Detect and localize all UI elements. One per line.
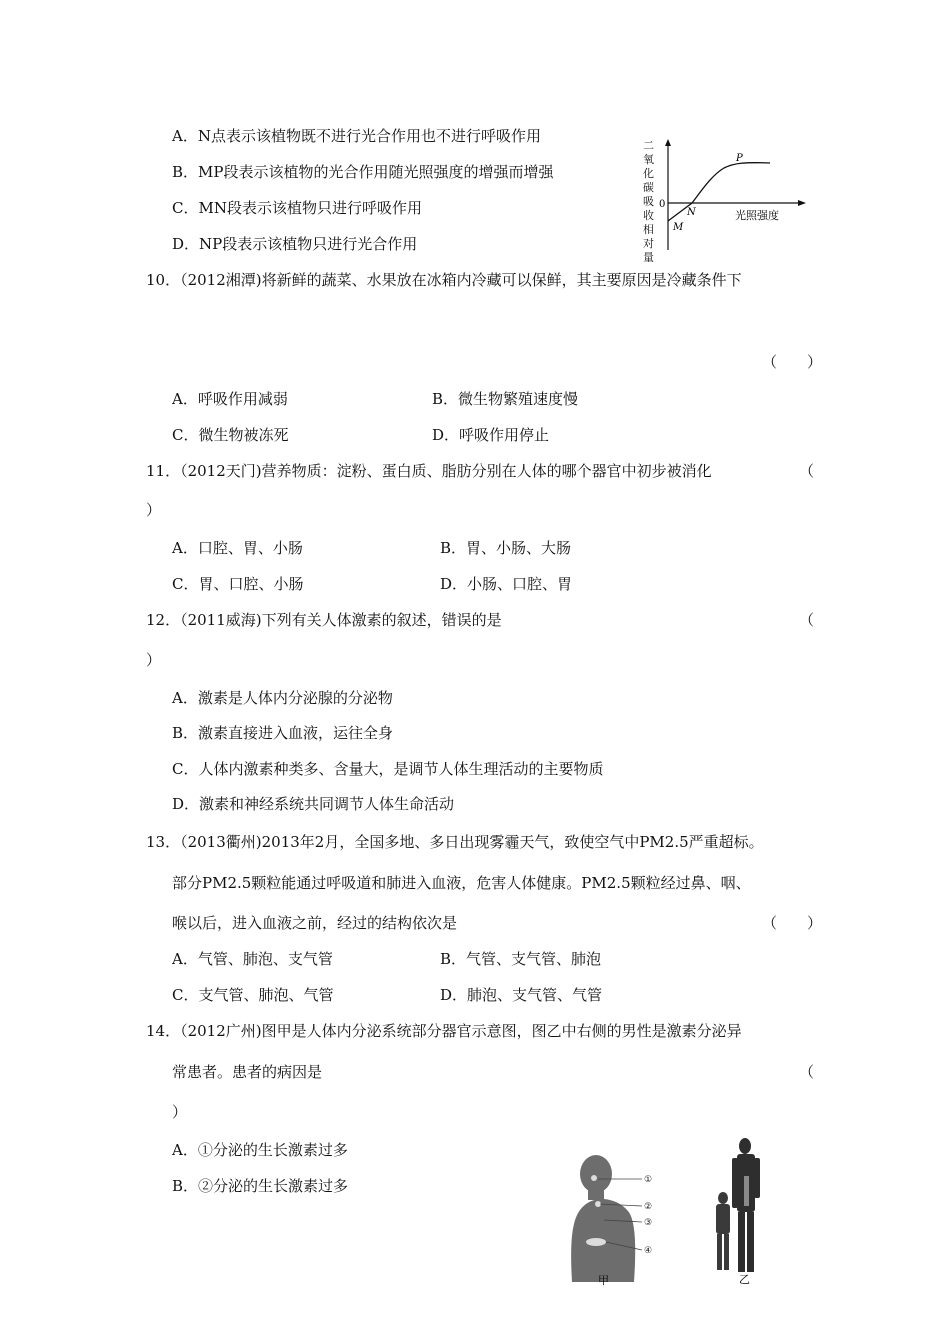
q14-paren-open: （ <box>799 1063 815 1081</box>
q12-paren-open: （ <box>799 611 815 629</box>
y-axis-label-char: 二 <box>643 139 654 152</box>
q10-answer-paren: （ ） <box>762 353 823 371</box>
short-man-silhouette <box>716 1192 730 1270</box>
q13-option-a: A．气管、肺泡、支气管 <box>172 950 333 968</box>
q11-paren-close: ） <box>146 501 162 519</box>
q13-stem-line-1: 13．（2013衢州)2013年2月，全国多地、多日出现雾霾天气，致使空气中PM2.5严重超标。 <box>146 833 764 851</box>
q12-stem: 12．（2011威海)下列有关人体激素的叙述，错误的是 <box>146 611 502 629</box>
q11-paren-open: （ <box>799 462 815 480</box>
q10-option-a: A．呼吸作用减弱 <box>172 390 288 408</box>
q10-option-d: D．呼吸作用停止 <box>432 426 550 444</box>
q13-option-c: C．支气管、肺泡、气管 <box>172 986 334 1004</box>
y-axis-label-char: 相 <box>643 223 654 236</box>
point-label-p: P <box>736 153 743 164</box>
y-axis-label-char: 碳 <box>643 181 654 194</box>
marker-2: ② <box>644 1202 653 1212</box>
caption-jia: 甲 <box>598 1274 609 1287</box>
q13-option-d: D．肺泡、支气管、气管 <box>440 986 603 1004</box>
origin-label: 0 <box>659 199 666 210</box>
endocrine-system-figure <box>568 1152 688 1292</box>
y-axis-label-char: 对 <box>643 237 654 250</box>
q11-option-d: D．小肠、口腔、胃 <box>440 575 573 593</box>
caption-yi: 乙 <box>739 1273 750 1286</box>
point-label-n: N <box>687 207 696 218</box>
q14-stem-line-1: 14．（2012广州)图甲是人体内分泌系统部分器官示意图，图乙中右侧的男性是激素分泌异 <box>146 1022 742 1040</box>
q12-option-d: D．激素和神经系统共同调节人体生命活动 <box>172 795 455 813</box>
q13-option-b: B．气管、支气管、肺泡 <box>440 950 602 968</box>
x-axis-arrow <box>798 200 806 206</box>
q14-paren-close: ） <box>172 1103 188 1121</box>
y-axis-arrow <box>665 139 671 146</box>
y-axis-label-char: 量 <box>643 251 654 264</box>
q14-stem-line-2: 常患者。患者的病因是 <box>172 1063 323 1081</box>
q11-option-b: B．胃、小肠、大肠 <box>440 539 572 557</box>
y-axis-label-char: 化 <box>643 167 654 180</box>
point-label-m: M <box>673 222 684 233</box>
q12-option-c: C．人体内激素种类多、含量大，是调节人体生理活动的主要物质 <box>172 760 604 778</box>
q13-answer-paren: （ ） <box>762 914 823 932</box>
q11-option-a: A．口腔、胃、小肠 <box>172 539 303 557</box>
q9-option-d: D．NP段表示该植物只进行光合作用 <box>172 235 418 253</box>
q11-stem: 11．（2012天门)营养物质：淀粉、蛋白质、脂肪分别在人体的哪个器官中初步被消化 <box>146 462 712 480</box>
photosynthesis-curve-figure <box>640 135 815 265</box>
q12-option-b: B．激素直接进入血液，运往全身 <box>172 724 394 742</box>
y-axis-label-char: 氧 <box>643 153 654 166</box>
marker-1: ① <box>644 1175 653 1185</box>
q12-paren-close: ） <box>146 651 162 669</box>
x-axis-label: 光照强度 <box>735 209 779 222</box>
q13-stem-line-2: 部分PM2.5颗粒能通过呼吸道和肺进入血液，危害人体健康。PM2.5颗粒经过鼻、咽、 <box>172 874 751 892</box>
y-axis-label-char: 吸 <box>643 195 654 208</box>
q10-option-b: B．微生物繁殖速度慢 <box>432 390 579 408</box>
marker-3: ③ <box>644 1218 653 1228</box>
q11-option-c: C．胃、口腔、小肠 <box>172 575 304 593</box>
q12-option-a: A．激素是人体内分泌腺的分泌物 <box>172 689 393 707</box>
y-axis-label-char: 收 <box>643 209 654 222</box>
q9-option-b: B．MP段表示该植物的光合作用随光照强度的增强而增强 <box>172 163 554 181</box>
q10-option-c: C．微生物被冻死 <box>172 426 289 444</box>
human-silhouette <box>571 1155 635 1282</box>
q13-stem-line-3: 喉以后，进入血液之前，经过的结构依次是 <box>172 914 458 932</box>
q9-option-c: C．MN段表示该植物只进行呼吸作用 <box>172 199 422 217</box>
q14-option-a: A．①分泌的生长激素过多 <box>172 1141 348 1159</box>
q10-stem: 10．（2012湘潭)将新鲜的蔬菜、水果放在冰箱内冷藏可以保鲜，其主要原因是冷藏条件下 <box>146 271 742 289</box>
gigantism-photo-figure <box>710 1136 780 1286</box>
marker-4: ④ <box>644 1246 653 1256</box>
q14-option-b: B．②分泌的生长激素过多 <box>172 1177 349 1195</box>
q9-option-a: A．N点表示该植物既不进行光合作用也不进行呼吸作用 <box>172 127 541 145</box>
